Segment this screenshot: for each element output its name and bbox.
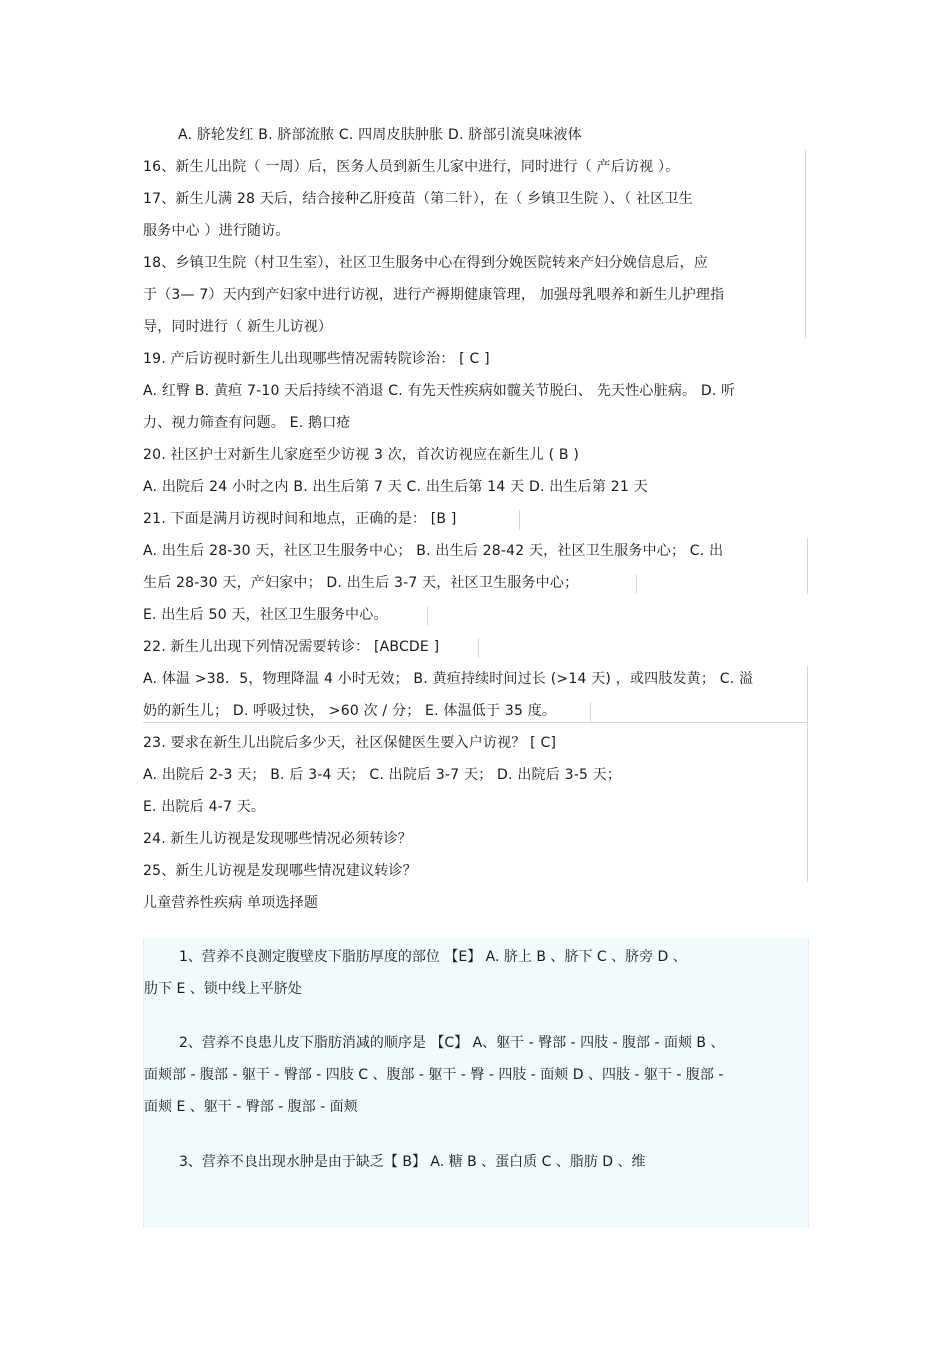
text-line: 1、营养不良测定腹壁皮下脂肪厚度的部位 【E】 A. 脐上 B 、脐下 C 、脐旁 D 、 xyxy=(179,949,687,965)
highlighted-section xyxy=(143,938,809,1228)
text-line: 24. 新生儿访视是发现哪些情况必须转诊？ xyxy=(143,831,412,847)
text-line: 服务中心 ）进行随访。 xyxy=(143,223,290,239)
text-line: 19. 产后访视时新生儿出现哪些情况需转院诊治： [ C ] xyxy=(143,351,490,367)
text-line: 生后 28-30 天，产妇家中； D. 出生后 3-7 天，社区卫生服务中心； xyxy=(143,575,579,591)
text-line: 于（3— 7）天内到产妇家中进行访视，进行产褥期健康管理， 加强母乳喂养和新生儿护理指 xyxy=(143,287,725,303)
text-line: 20. 社区护士对新生儿家庭至少访视 3 次，首次访视应在新生儿 ( B ) xyxy=(143,447,579,463)
text-line: 16、新生儿出院（ 一周）后，医务人员到新生儿家中进行，同时进行（ 产后访视 ）。 xyxy=(143,159,680,175)
text-line: E. 出院后 4-7 天。 xyxy=(143,799,266,815)
text-line: A. 出生后 28-30 天，社区卫生服务中心； B. 出生后 28-42 天，社区卫生服务中心； C. 出 xyxy=(143,543,724,559)
text-line: 18、乡镇卫生院（村卫生室），社区卫生服务中心在得到分娩医院转来产妇分娩信息后，应 xyxy=(143,255,709,271)
scan-border xyxy=(805,150,806,338)
text-line: 导，同时进行（ 新生儿访视） xyxy=(143,319,333,335)
text-line: 23. 要求在新生儿出院后多少天，社区保健医生要入户访视？ [ C] xyxy=(143,735,557,751)
text-line: 17、新生儿满 28 天后，结合接种乙肝疫苗（第二针），在（ 乡镇卫生院 ）、（ 社区卫生 xyxy=(143,191,693,207)
text-line: A. 红臀 B. 黄疸 7-10 天后持续不消退 C. 有先天性疾病如髋关节脱臼、 先天性心脏病。 D. 听 xyxy=(143,383,736,399)
section-heading: 儿童营养性疾病 单项选择题 xyxy=(143,895,319,911)
text-line: A. 体温 >38．5，物理降温 4 小时无效； B. 黄疸持续时间过长 (>14 天) ，或四肢发黄； C. 溢 xyxy=(143,671,754,687)
text-line: 25、新生儿访视是发现哪些情况建议转诊？ xyxy=(143,863,417,879)
text-line: 面颊 E 、躯干 - 臀部 - 腹部 - 面颊 xyxy=(144,1099,358,1115)
text-line: A. 出院后 24 小时之内 B. 出生后第 7 天 C. 出生后第 14 天 D. 出生后第 21 天 xyxy=(143,479,648,495)
text-line: 22. 新生儿出现下列情况需要转诊： [ABCDE ] xyxy=(143,639,440,655)
text-line: 面颊部 - 腹部 - 躯干 - 臀部 - 四肢 C 、腹部 - 躯干 - 臀 - 四肢 - 面颊 D 、四肢 - 躯干 - 腹部 - xyxy=(144,1067,724,1083)
scan-border xyxy=(143,722,807,723)
scan-border xyxy=(807,666,808,882)
scan-border xyxy=(807,538,808,594)
text-line: 3、营养不良出现水肿是由于缺乏【 B】 A. 糖 B 、蛋白质 C 、脂肪 D 、维 xyxy=(179,1154,646,1170)
text-line: 2、营养不良患儿皮下脂肪消减的顺序是 【C】 A、躯干 - 臀部 - 四肢 - 腹部 - 面颊 B 、 xyxy=(179,1035,725,1051)
text-line: 力、视力筛查有问题。 E. 鹅口疮 xyxy=(143,415,351,431)
text-line: 21. 下面是满月访视时间和地点，正确的是： [B ] xyxy=(143,511,457,527)
text-line: E. 出生后 50 天，社区卫生服务中心。 xyxy=(143,607,388,623)
text-line: A. 出院后 2-3 天； B. 后 3-4 天； C. 出院后 3-7 天； D. 出院后 3-5 天； xyxy=(143,767,622,783)
text-line: 奶的新生儿； D. 呼吸过快， >60 次 / 分； E. 体温低于 35 度。 xyxy=(143,703,557,719)
text-line: A. 脐轮发红 B. 脐部流脓 C. 四周皮肤肿胀 D. 脐部引流臭味液体 xyxy=(178,127,582,143)
text-line: 肋下 E 、锁中线上平脐处 xyxy=(144,981,302,997)
